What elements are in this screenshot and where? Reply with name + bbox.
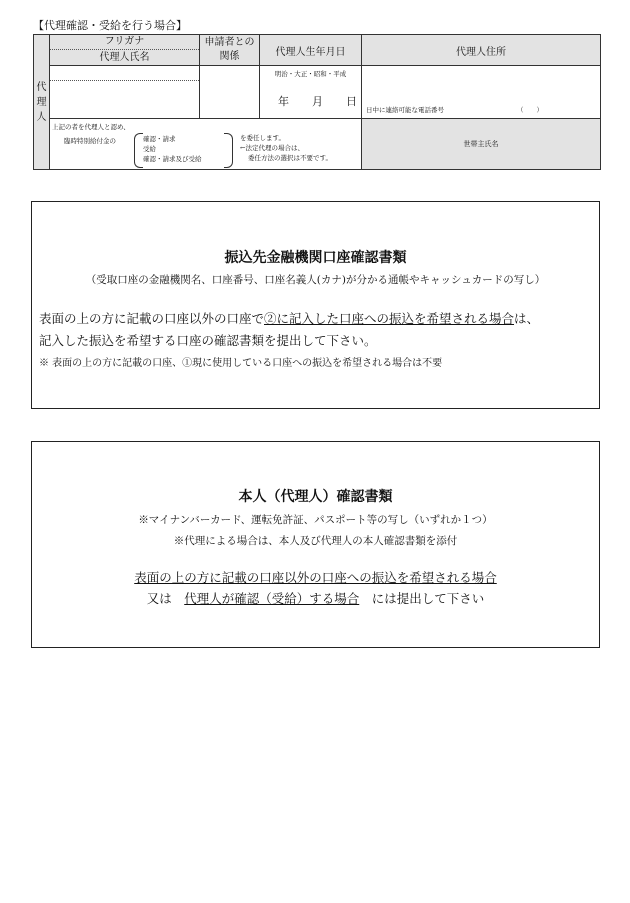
bank-docs-instruction-2: 記入した振込を希望する口座の確認書類を提出して下さい。 xyxy=(39,333,377,348)
delegation-text: 上記の者を代理人と認め、 xyxy=(52,123,130,131)
birthdate-field[interactable] xyxy=(260,66,362,119)
bank-account-docs-box xyxy=(31,201,600,409)
address-field[interactable] xyxy=(362,66,601,119)
option-receive[interactable]: 受給 xyxy=(143,145,156,153)
proxy-form-table xyxy=(33,34,601,170)
name-header xyxy=(50,35,200,66)
identity-docs-box xyxy=(31,441,600,648)
birthdate-header: 代理人生年月日 xyxy=(260,35,362,66)
phone-label: 日中に連絡可能な電話番号 xyxy=(366,106,444,114)
identity-docs-condition-1: 表面の上の方に記載の口座以外の口座への振込を希望される場合 xyxy=(134,570,497,585)
bank-docs-note: ※ 表面の上の方に記載の口座、①現に使用している口座への振込を希望される場合は不要 xyxy=(39,358,443,369)
bank-docs-title: 振込先金融機関口座確認書類 xyxy=(224,250,407,266)
phone-area-code[interactable]: （ ） xyxy=(517,106,543,114)
identity-docs-condition-2: 又は 代理人が確認（受給）する場合 には提出して下さい xyxy=(146,591,485,606)
section-header: 【代理確認・受給を行う場合】 xyxy=(33,19,187,32)
proxy-side-label: 代 理 人 xyxy=(34,35,50,170)
proxy-name-field[interactable] xyxy=(50,66,200,119)
delegate-text: を委任します。 xyxy=(240,134,285,142)
legal-proxy-note: ←法定代理の場合は、 xyxy=(240,144,304,152)
month-label: 月 xyxy=(312,95,323,108)
bank-docs-condition: ②に記入した口座への振込を希望される場合 xyxy=(264,311,515,326)
option-confirm-request-receive[interactable]: 確認・請求及び受給 xyxy=(143,155,202,163)
bank-docs-subtitle: （受取口座の金融機関名、口座番号、口座名義人(カナ)が分かる通帳やキャッシュカードの写し） xyxy=(85,274,546,286)
day-label: 日 xyxy=(346,95,357,108)
era-options: 明治・大正・昭和・平成 xyxy=(274,70,347,78)
identity-docs-title: 本人（代理人）確認書類 xyxy=(238,489,393,505)
year-label: 年 xyxy=(278,95,289,108)
furigana-label: フリガナ xyxy=(50,35,199,50)
identity-docs-proxy-note: ※代理による場合は、本人及び代理人の本人確認書類を添付 xyxy=(173,535,458,547)
proxy-name-label: 代理人氏名 xyxy=(99,52,150,63)
delegation-options[interactable] xyxy=(143,134,202,164)
bank-docs-instruction-1: 表面の上の方に記載の口座以外の口座で②に記入した口座への振込を希望される場合は、 xyxy=(39,311,540,326)
householder-label: 世帯主氏名 xyxy=(362,119,601,170)
relation-header: 申請者との 関係 xyxy=(200,35,260,66)
identity-docs-list: ※マイナンバーカード、運転免許証、パスポート等の写し（いずれか１つ） xyxy=(138,514,493,526)
option-confirm-request[interactable]: 確認・請求 xyxy=(143,135,176,143)
address-header: 代理人住所 xyxy=(362,35,601,66)
delegation-purpose: 臨時特別給付金の xyxy=(64,137,116,145)
delegation-cell xyxy=(50,119,362,170)
relation-field[interactable] xyxy=(200,66,260,119)
no-selection-note: 委任方法の選択は不要です。 xyxy=(248,154,332,162)
